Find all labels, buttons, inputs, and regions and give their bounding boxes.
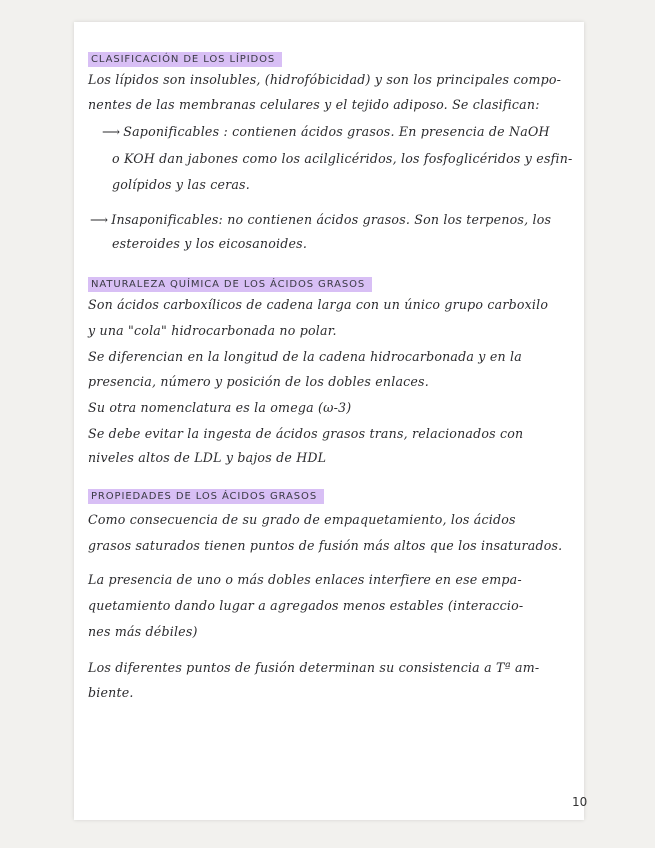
text-line: o KOH dan jabones como los acilglicéridos, los fosfoglicéridos y esfin-	[112, 151, 573, 166]
text-line: quetamiento dando lugar a agregados menos estables (interaccio-	[88, 598, 524, 613]
text-line: Los diferentes puntos de fusión determinan su consistencia a Tª am-	[88, 660, 540, 675]
text-line: grasos saturados tienen puntos de fusión más altos que los insaturados.	[88, 538, 563, 553]
arrow-icon: ⟶	[102, 124, 121, 139]
text-line: biente.	[88, 685, 134, 700]
text-line: Su otra nomenclatura es la omega (ω-3)	[88, 400, 352, 415]
arrow-icon: ⟶	[90, 212, 109, 227]
page-number: 10	[572, 795, 588, 809]
section-heading-clasificacion: CLASIFICACIÓN DE LOS LÍPIDOS	[88, 52, 282, 67]
text-line: nes más débiles)	[88, 624, 198, 639]
bullet-saponificables: ⟶ Saponificables : contienen ácidos grasos. En presencia de NaOH	[102, 124, 550, 139]
text-line: La presencia de uno o más dobles enlaces interfiere en ese empa-	[88, 572, 522, 587]
text-line: Los lípidos son insolubles, (hidrofóbicidad) y son los principales compo-	[88, 72, 562, 87]
bullet-insaponificables: ⟶ Insaponificables: no contienen ácidos grasos. Son los terpenos, los	[90, 212, 552, 227]
text-line: Como consecuencia de su grado de empaquetamiento, los ácidos	[88, 512, 516, 527]
section-heading-naturaleza: NATURALEZA QUÍMICA DE LOS ÁCIDOS GRASOS	[88, 277, 372, 292]
text-line: y una "cola" hidrocarbonada no polar.	[88, 323, 337, 338]
text-line: esteroides y los eicosanoides.	[112, 236, 308, 251]
text-line: niveles altos de LDL y bajos de HDL	[88, 450, 327, 465]
text-line: Se debe evitar la ingesta de ácidos grasos trans, relacionados con	[88, 426, 524, 441]
text-line: Son ácidos carboxílicos de cadena larga con un único grupo carboxilo	[88, 297, 549, 312]
text-line: Se diferencian en la longitud de la cadena hidrocarbonada y en la	[88, 349, 522, 364]
notebook-page	[74, 22, 584, 820]
text-line: nentes de las membranas celulares y el tejido adiposo. Se clasifican:	[88, 97, 540, 112]
section-heading-propiedades: PROPIEDADES DE LOS ÁCIDOS GRASOS	[88, 489, 324, 504]
text-line: presencia, número y posición de los dobles enlaces.	[88, 374, 429, 389]
text-line: golípidos y las ceras.	[112, 177, 250, 192]
